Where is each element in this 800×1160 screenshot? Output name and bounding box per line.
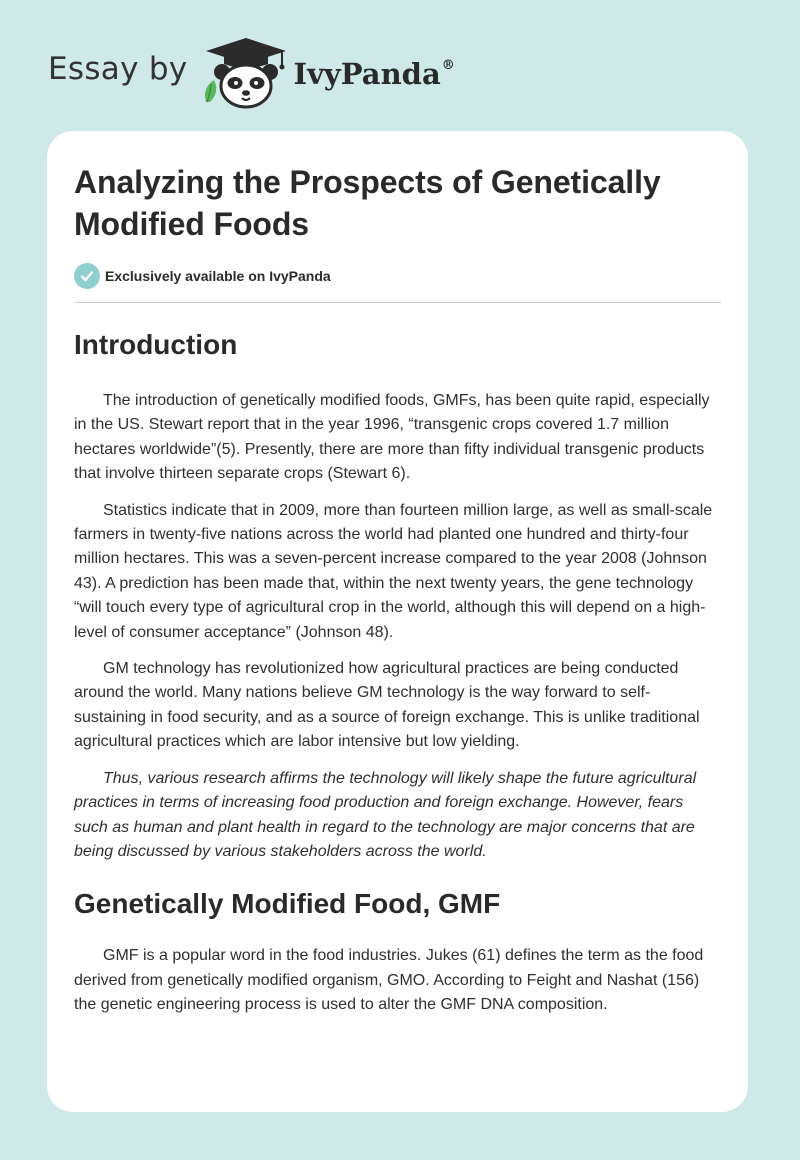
paragraph: The introduction of genetically modified foods, GMFs, has been quite rapid, especially in the US. Stewart report that in the year 1996, “transgenic crops covered 1.7 million hectares worldwide”(5). Presently, there are more than fifty individual transgenic products that involve thirteen separate crops (Stewart 6). bbox=[74, 392, 710, 483]
site-brand[interactable] bbox=[48, 36, 455, 110]
registered-mark: ® bbox=[441, 58, 455, 74]
section-introduction bbox=[74, 327, 721, 864]
exclusive-label: Exclusively available on IvyPanda bbox=[105, 268, 331, 284]
section-heading: Genetically Modified Food, GMF bbox=[74, 888, 501, 920]
paragraph: GM technology has revolutionized how agricultural practices are being conducted around the world. Many nations believe GM technology is the way forward to self-sustaining in food security, and as a source of foreign exchange. This is unlike traditional agricultural practices which are labor intensive but low yielding. bbox=[74, 660, 700, 751]
exclusive-badge bbox=[74, 263, 721, 289]
section-heading: Introduction bbox=[74, 329, 238, 360]
panda-graduate-logo-icon bbox=[202, 36, 290, 110]
article-card bbox=[47, 131, 748, 1112]
check-icon bbox=[74, 263, 100, 289]
paragraph: Statistics indicate that in 2009, more than fourteen million large, as well as small-scale farmers in twenty-five nations across the world had planted one hundred and thirty-four million hectares. This was a seven-percent increase compared to the year 2008 (Johnson 43). A prediction has been made that, within the next twenty years, the gene technology “will touch every type of agricultural crop in the world, although this will depend on a high-level of consumer acceptance” (Johnson 48). bbox=[74, 501, 713, 641]
article-title: Analyzing the Prospects of Genetically Modified Foods bbox=[74, 164, 661, 242]
brand-name: IvyPanda® bbox=[293, 57, 455, 91]
paragraph-conclusion: Thus, various research affirms the technology will likely shape the future agricultural practices in terms of increasing food production and foreign exchange. However, fears such as human and plant health in regard to the technology are major concerns that are being discussed by various stakeholders across the world. bbox=[74, 769, 697, 860]
section-gmf bbox=[74, 886, 721, 1017]
title-divider bbox=[74, 302, 721, 303]
paragraph: GMF is a popular word in the food industries. Jukes (61) defines the term as the food derived from genetically modified organism, GMO. According to Feight and Nashat (156) the genetic engineering process is used to alter the GMF DNA composition. bbox=[74, 947, 704, 1014]
brand-prefix: Essay by bbox=[48, 51, 188, 87]
